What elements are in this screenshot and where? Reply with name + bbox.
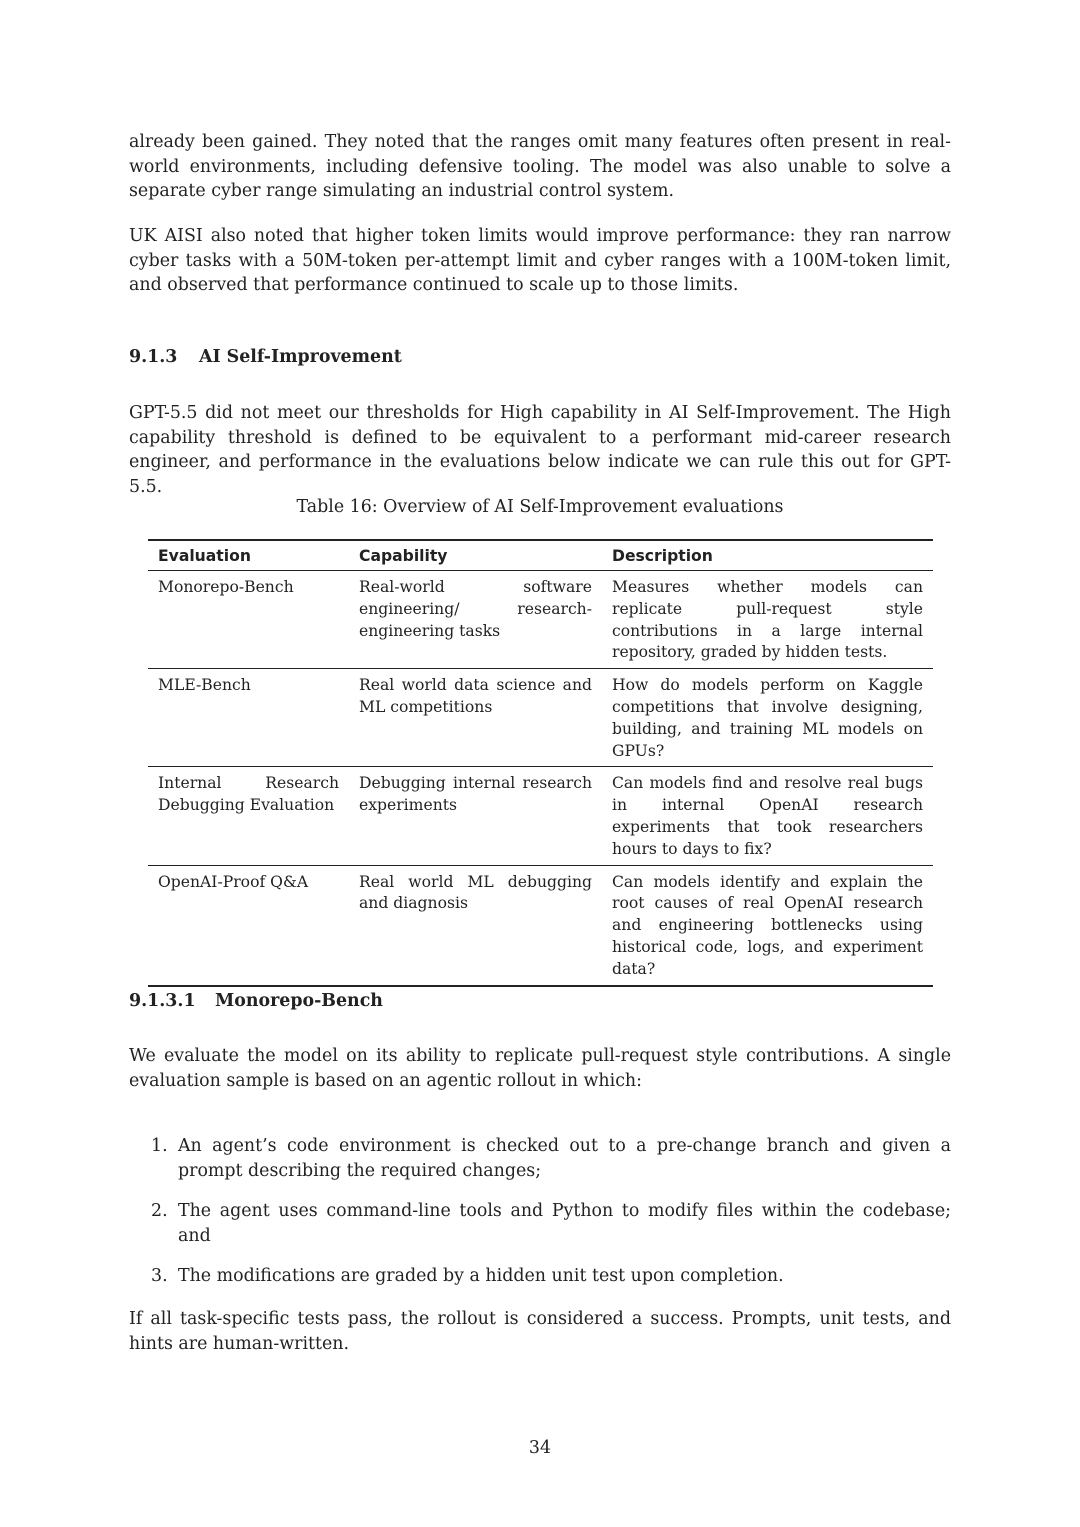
list-item (129, 1134, 951, 1183)
list-item (129, 1264, 951, 1289)
cell-description: How do models perform on Kaggle competitions that involve designing, building, and training ML models on GPUs? (602, 669, 933, 767)
paragraph-token-limits: UK AISI also noted that higher token limits would improve performance: they ran narrow cyber tasks with a 50M-token per-attempt limit and cyber ranges with a 100M-token limit, and observed that performance continued to scale up to those limits. (129, 226, 951, 295)
table-row (148, 669, 933, 767)
subsection-closing: If all task-specific tests pass, the rollout is considered a success. Prompts, unit tests, and hints are human-written. (129, 1309, 951, 1354)
column-header-evaluation: Evaluation (148, 540, 349, 571)
column-header-description: Description (602, 540, 933, 571)
cell-description: Measures whether models can replicate pull-request style contributions in a large internal repository, graded by hidden tests. (602, 571, 933, 669)
evaluations-table (148, 539, 933, 987)
list-item-text: An agent’s code environment is checked out to a pre-change branch and given a prompt describing the required changes; (178, 1136, 951, 1181)
section-title: AI Self-Improvement (199, 347, 402, 367)
subsection-title: Monorepo-Bench (215, 991, 383, 1011)
rollout-steps-list (129, 1134, 951, 1289)
cell-description: Can models identify and explain the root causes of real OpenAI research and engineering bottlenecks using historical code, logs, and experiment data? (602, 865, 933, 985)
section-heading (129, 345, 402, 369)
cell-description: Can models find and resolve real bugs in internal OpenAI research experiments that took researchers hours to days to fix? (602, 767, 933, 865)
subsection-number: 9.1.3.1 (129, 991, 196, 1011)
paragraph-cyber-ranges: already been gained. They noted that the ranges omit many features often present in real-world environments, including defensive tooling. The model was also unable to solve a separate cyber range simulating an industrial control system. (129, 132, 951, 201)
list-marker: 2. (151, 1201, 168, 1221)
cell-evaluation: Internal Research Debugging Evaluation (148, 767, 349, 865)
section-intro: GPT-5.5 did not meet our thresholds for High capability in AI Self-Improvement. The High capability threshold is defined to be equivalent to a performant mid-career research engineer, and performance in the evaluations below indicate we can rule this out for GPT-5.5. (129, 403, 951, 497)
cell-evaluation: MLE-Bench (148, 669, 349, 767)
table-caption: Table 16: Overview of AI Self-Improvement evaluations (296, 497, 784, 517)
table-header-row (148, 540, 933, 571)
cell-evaluation: Monorepo-Bench (148, 571, 349, 669)
column-header-capability: Capability (349, 540, 602, 571)
page-number: 34 (528, 1438, 552, 1458)
list-item (129, 1199, 951, 1248)
cell-capability: Real-world software engineering/ research-engineering tasks (349, 571, 602, 669)
list-item-text: The modifications are graded by a hidden unit test upon completion. (178, 1266, 784, 1286)
subsection-intro: We evaluate the model on its ability to replicate pull-request style contributions. A single evaluation sample is based on an agentic rollout in which: (129, 1046, 951, 1091)
cell-evaluation: OpenAI-Proof Q&A (148, 865, 349, 985)
list-marker: 3. (151, 1266, 168, 1286)
section-number: 9.1.3 (129, 347, 178, 367)
table-row (148, 865, 933, 985)
cell-capability: Real world data science and ML competitions (349, 669, 602, 767)
cell-capability: Real world ML debugging and diagnosis (349, 865, 602, 985)
list-item-text: The agent uses command-line tools and Python to modify files within the codebase; and (178, 1201, 951, 1246)
table-row (148, 767, 933, 865)
subsection-heading (129, 989, 383, 1013)
table-row (148, 571, 933, 669)
list-marker: 1. (151, 1136, 168, 1156)
cell-capability: Debugging internal research experiments (349, 767, 602, 865)
